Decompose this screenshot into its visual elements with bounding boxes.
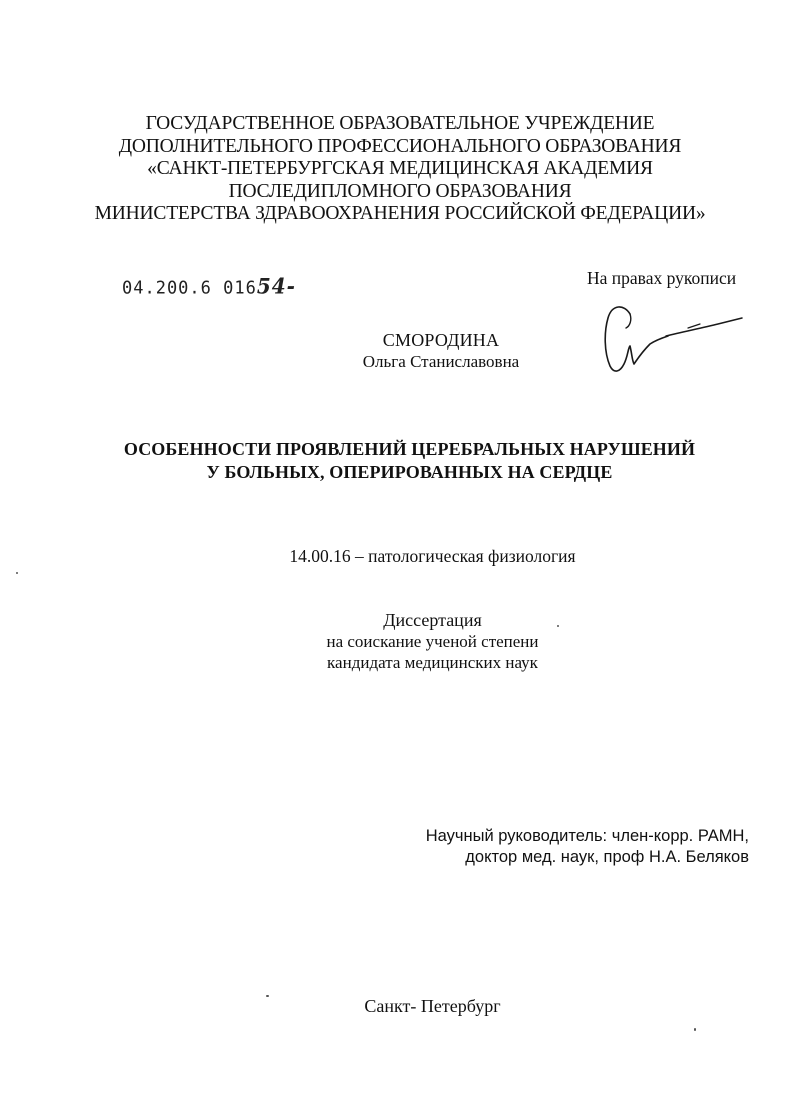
- registration-number-handwritten: 54-: [256, 273, 296, 299]
- institution-line-3: «САНКТ-ПЕТЕРБУРГСКАЯ МЕДИЦИНСКАЯ АКАДЕМИЯ: [147, 158, 653, 179]
- city: Санкт- Петербург: [364, 996, 501, 1016]
- degree-block: [33, 610, 799, 673]
- supervisor-block: [426, 826, 749, 868]
- degree-line-2: на соискание ученой степени: [326, 632, 539, 651]
- degree-type: Диссертация: [383, 610, 482, 630]
- specialty-code: 14.00.16 – патологическая физиология: [289, 546, 576, 566]
- scan-speck: [557, 625, 559, 627]
- registration-number-printed: 04.200.6 016: [122, 277, 257, 299]
- dissertation-title: [10, 438, 799, 484]
- institution-line-2: ДОПОЛНИТЕЛЬНОГО ПРОФЕССИОНАЛЬНОГО ОБРАЗОВАНИЯ: [118, 135, 682, 157]
- institution-line-4: ПОСЛЕДИПЛОМНОГО ОБРАЗОВАНИЯ: [228, 180, 572, 202]
- signature-icon: [602, 300, 747, 380]
- scan-speck: [266, 995, 269, 997]
- scan-speck: [694, 1028, 696, 1031]
- author-surname: СМОРОДИНА: [382, 330, 500, 350]
- title-line-1: ОСОБЕННОСТИ ПРОЯВЛЕНИЙ ЦЕРЕБРАЛЬНЫХ НАРУШЕНИЙ: [123, 439, 696, 459]
- rights-note: На правах рукописи: [587, 268, 737, 288]
- scan-speck: [16, 572, 18, 574]
- title-line-2: У БОЛЬНЫХ, ОПЕРИРОВАННЫХ НА СЕРДЦЕ: [206, 462, 613, 482]
- author-block: [310, 330, 572, 372]
- author-given-names: Ольга Станиславовна: [362, 352, 520, 371]
- supervisor-line-1: Научный руководитель: член-корр. РАМН,: [425, 827, 749, 845]
- registration-number: [122, 273, 296, 298]
- degree-line-3: кандидата медицинских наук: [327, 653, 538, 672]
- supervisor-line-2: доктор мед. наук, проф Н.А. Беляков: [465, 848, 749, 866]
- institution-header: [0, 113, 799, 226]
- institution-line-1: ГОСУДАРСТВЕННОЕ ОБРАЗОВАТЕЛЬНОЕ УЧРЕЖДЕНИЕ: [145, 113, 655, 134]
- institution-line-5: МИНИСТЕРСТВА ЗДРАВООХРАНЕНИЯ РОССИЙСКОЙ ФЕДЕРАЦИИ»: [94, 203, 706, 224]
